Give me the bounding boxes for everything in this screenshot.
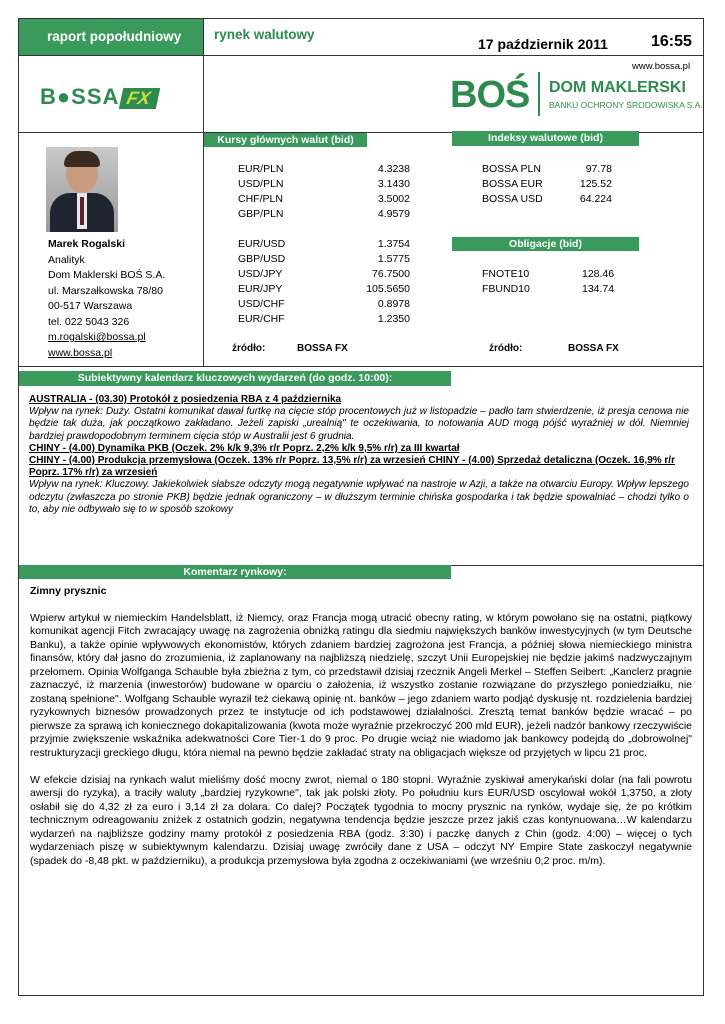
fx-row: USD/CHF 0.8978: [238, 298, 410, 310]
fx-source-value: BOSSA FX: [297, 343, 348, 354]
fx-row: EUR/JPY 105.5650: [238, 283, 410, 295]
report-time: 16:55: [651, 33, 692, 50]
bossa-logo-text: B●SSA: [40, 84, 120, 109]
indices-title-bar: [452, 131, 639, 146]
fx-row: EUR/USD 1.3754: [238, 238, 410, 250]
calendar-text-australia: Wpływ na rynek: Duży. Ostatni komunikat dawał furtkę na cięcie stóp procentowych już w listopadzie – padło tam stwierdzenie, iż presja cenowa nie będzie tak duża, jak początkowo zakładano. Jeżeli zapiski „urealnią" te oczekiwania, to notowania AUD mogą pójść wyraźniej w dół. Niemniej bardziej prawdopodobnym terminem cięcia stóp w Australii jest 6 grudnia.: [29, 406, 689, 442]
bonds-source-value: BOSSA FX: [568, 343, 619, 354]
analyst-phone: tel. 022 5043 326: [48, 315, 130, 328]
calendar-text-china: Wpływ na rynek: Kluczowy. Jakiekolwiek słabsze odczyty mogą negatywnie wpływać na nastroje w Azji, a także na otwarciu Europy. Wpływ lepszego odczytu (zwłaszcza po stronie PKB) będzie jednak ograniczony – w dłuższym terminie chińska gospodarka i tak będzie spowalniać – chodzi tylko o to, aby nie odbywało się to w sposób szokowy: [29, 479, 689, 515]
calendar-heading-china-production: CHINY - (4.00) Produkcja przemysłowa (Oczek. 13% r/r Poprz. 13,5% r/r) za wrzesień CHINY - (4.00) Sprzedaż detaliczna (Oczek. 16,9% r/r Poprz. 17% r/r) za wrzesień: [29, 455, 675, 479]
dm-title: DOM MAKLERSKI: [549, 79, 686, 96]
commentary-paragraph-2: W efekcie dzisiaj na rynkach walut mieliśmy dość mocny zwrot, niemal o 180 stopni. Wyraźnie zyskiwał amerykański dolar (na fali powrotu awersji do ryzyka), a traciły waluty „bardziej ryzykowne", tak jak polski złoty. Po południu kurs EUR/USD oscylował wokół 1,3750, a złoty osłabił się do 4,32 zł za euro i 3,14 zł za dolara. Co dalej? Początek tygodnia to mocny prysznic na rynków, wydaje się, że po krótkim technicznym odreagowaniu zniżek z ostatnich godzin, negatywna tendencja będzie jeszcze przez jakiś czas kontynuowana…W kalendarzu wydarzeń na najbliższe godziny mamy protokół z posiedzenia RBA (godz. 3:30) i paczkę danych z Chin (godz. 4:00) – więcej o tych wydarzeniach piszę w subiektywnym kalendarzu. Dzisiaj uwagę zwróciły dane z USA – odczyt NY Empire State zaskoczył negatywnie (spadek do -8,48 pkt. w październiku), a produkcja przemysłowa była zgodna z oczekiwaniami (we wrześniu 0,2 proc. m/m).: [30, 773, 692, 867]
commentary-heading: Zimny prysznic: [30, 585, 107, 597]
analyst-name: Marek Rogalski: [48, 238, 126, 250]
analyst-street: ul. Marszałkowska 78/80: [48, 284, 163, 297]
calendar-heading-australia: AUSTRALIA - (03.30) Protokół z posiedzenia RBA z 4 października: [29, 394, 342, 405]
analyst-email[interactable]: m.rogalski@bossa.pl: [48, 331, 146, 343]
analyst-company: Dom Maklerski BOŚ S.A.: [48, 269, 166, 281]
report-type: raport popołudniowy: [47, 29, 182, 44]
bonds-table: [482, 267, 615, 297]
analyst-city: 00-517 Warszawa: [48, 300, 133, 312]
bos-logo-text: BOŚ: [450, 74, 530, 116]
fx-rates-group2: [238, 237, 410, 327]
fx-row: GBP/PLN 4.9579: [238, 208, 410, 220]
report-type-bar: [19, 19, 203, 55]
index-row: BOSSA USD 64.224: [482, 193, 612, 205]
calendar-title-bar: [19, 371, 451, 386]
index-row: BOSSA EUR 125.52: [482, 178, 612, 190]
fx-row: GBP/USD 1.5775: [238, 253, 410, 265]
analyst-photo: [46, 147, 118, 232]
analyst-info: [48, 237, 165, 361]
calendar-heading-china-gdp: CHINY - (4.00) Dynamika PKB (Oczek. 2% k/k 9,3% r/r Poprz. 2,2% k/k 9,5% r/r) za III kwartał: [29, 442, 460, 454]
fx-row: EUR/PLN 4.3238: [238, 163, 410, 175]
index-row: BOSSA PLN 97.78: [482, 163, 612, 175]
commentary-paragraph-1: Wpierw artykuł w niemieckim Handelsblatt, iż Niemcy, oraz Francja mogą utracić obecny rating, w którym powołano się na ostatni, piątkowy komunikat agencji Fitch zwracający uwagę na zagrożenia obniżką ratingu dla siedmiu największych banków inwestycyjnych (w tym Deutsche Banku), a także opinie wpływowych ekonomistów, których zdaniem bardziej zagrożona jest Francja, a później słowa niemieckiego ministra finansów, który dał jasno do zrozumienia, iż zaplanowany na najbliższą niedzielę, szczyt Unii Europejskiej nie będzie jakimś nadzwyczajnym przełomem. Opinia Wolfganga Schauble była zbieżna z tym, co przedstawił dzisiaj rzecznik Angeli Merkel – Steffen Seibert: „Kanclerz pragnie zaznaczyć, iż marzenia (inwestorów) budowane w oparciu o założenia, iż wszystko zostanie rozwiązane do przyszłego poniedziałku, nie zostaną spełnione". Wolfgang Schauble wyraził też ciekawą opinię nt. banków – jego zdaniem warto podjąć dyskusję nt. rozdzielenia bardziej ryzykownych biznesów prowadzonych przez te instytucje od ich podstawowej działalności. Zresztą temat banków będzie wracać – po pierwsze za sprawą ich koniecznego dokapitalizowania (kwota może wyraźnie przekroczyć 200 mld EUR), jeżeli nadzór bankowy rzeczywiście przyjmie zwiększenie wskaźnika adekwatności Core Tier-1 do 9 proc. Po drugie wciąż nie wiadomo jak bankowcy podejdą do „dobrowolnej" restrukturyzacji greckiego długu, która niemal na pewno będzie zakładać straty na obligacjach większe od przyjętych w lipcu 21 proc.: [30, 611, 692, 759]
bond-row: FNOTE10 128.46: [482, 268, 615, 280]
commentary-body: [30, 585, 692, 882]
website-link[interactable]: www.bossa.pl: [632, 61, 691, 72]
indices-title: Indeksy walutowe (bid): [488, 132, 603, 144]
bos-logo: [450, 74, 529, 117]
fx-rates-title: Kursy głównych walut (bid): [217, 134, 354, 146]
fx-row: USD/PLN 3.1430: [238, 178, 410, 190]
fx-rates-group1: [238, 162, 410, 222]
fx-row: CHF/PLN 3.5002: [238, 193, 410, 205]
fx-row: EUR/CHF 1.2350: [238, 313, 410, 325]
calendar-body: [29, 394, 689, 516]
commentary-title: Komentarz rynkowy:: [183, 566, 287, 578]
fx-source-label: źródło:: [232, 343, 266, 354]
bonds-title-bar: [452, 237, 639, 251]
analyst-web[interactable]: www.bossa.pl: [48, 346, 113, 359]
bond-row: FBUND10 134.74: [482, 283, 615, 295]
bonds-title: Obligacje (bid): [509, 238, 582, 250]
fx-rates-title-bar: [204, 133, 367, 147]
fx-row: USD/JPY 76.7500: [238, 268, 410, 280]
dm-subtitle: BANKU OCHRONY ŚRODOWISKA S.A.: [549, 100, 703, 110]
indices-table: [482, 162, 612, 207]
report-title: rynek walutowy: [214, 27, 315, 42]
report-date: 17 październik 2011: [478, 36, 608, 52]
commentary-title-bar: [19, 565, 451, 579]
bonds-source-label: źródło:: [489, 343, 523, 354]
analyst-role: Analityk: [48, 253, 85, 266]
bossa-fx-logo: [40, 84, 158, 110]
fx-logo-text: FX: [119, 88, 160, 109]
calendar-title: Subiektywny kalendarz kluczowych wydarzeń (do godz. 10:00):: [77, 372, 393, 384]
